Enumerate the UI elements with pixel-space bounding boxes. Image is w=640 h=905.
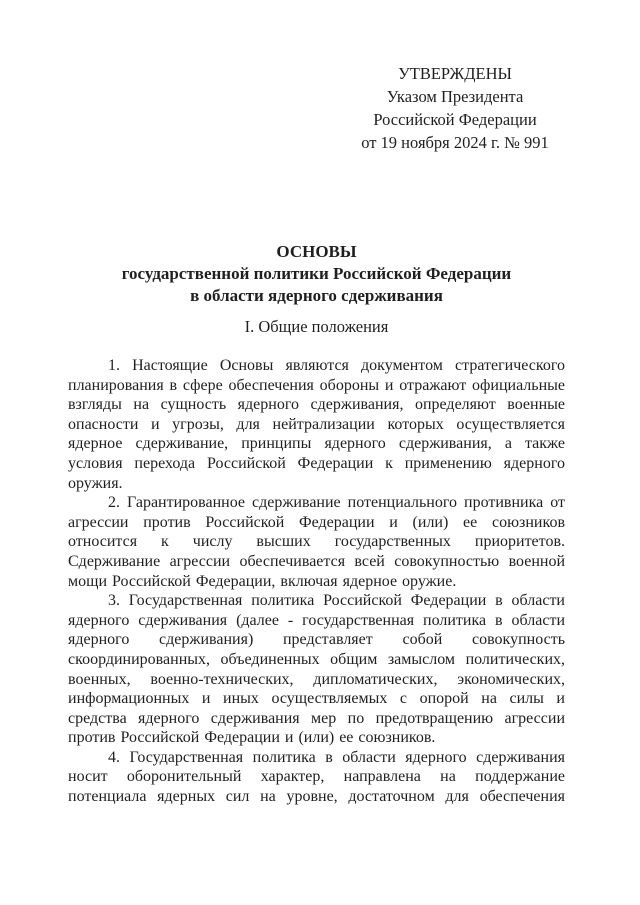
title-line-policy: государственной политики Российской Федерации bbox=[121, 264, 512, 283]
section-heading-general-provisions: I. Общие положения bbox=[244, 317, 389, 336]
document-body bbox=[68, 356, 565, 807]
approval-line-decree: Указом Президента bbox=[386, 87, 524, 106]
paragraph-2: 2. Гарантированное сдерживание потенциального противника от агрессии против Российской Федерации и (или) ее союзников относится к числу высших государственных приоритетов. Сдерживание агрессии обеспечивается всей совокупностью военной мощи Российской Федерации, включая ядерное оружие. bbox=[68, 494, 565, 590]
paragraph-4: 4. Государственная политика в области ядерного сдерживания носит оборонительный характер, направлена на поддержание потенциала ядерных сил на уровне, достаточном для обеспечения bbox=[68, 748, 565, 806]
approval-block bbox=[335, 62, 575, 154]
approval-line-federation: Российской Федерации bbox=[373, 110, 537, 129]
paragraph-1: 1. Настоящие Основы являются документом стратегического планирования в сфере обеспечения обороны и отражают официальные взгляды на сущность ядерного сдерживания, определяют военные опасности и угрозы, для нейтрализации которых осуществляется ядерное сдерживание, принципы ядерного сдерживания, а также условия перехода Российской Федерации к применению ядерного оружия. bbox=[68, 357, 565, 492]
paragraph-3: 3. Государственная политика Российской Федерации в области ядерного сдерживания (далее - государственная политика в области ядерного сдерживания) представляет собой совокупность скоординированных, объединенных общим замыслом политических, военных, военно-технических, дипломатических, экономических, информационных и иных осуществляемых с опорой на силы и средства ядерного сдерживания мер по предотвращению агрессии против Российской Федерации и (или) ее союзников. bbox=[68, 592, 565, 747]
approval-line-date-number: от 19 ноября 2024 г. № 991 bbox=[361, 133, 549, 152]
title-line-osnovy: ОСНОВЫ bbox=[276, 242, 357, 261]
approval-line-approved: УТВЕРЖДЕНЫ bbox=[398, 64, 512, 83]
title-line-deterrence: в области ядерного сдерживания bbox=[190, 286, 443, 305]
document-title bbox=[68, 241, 565, 307]
